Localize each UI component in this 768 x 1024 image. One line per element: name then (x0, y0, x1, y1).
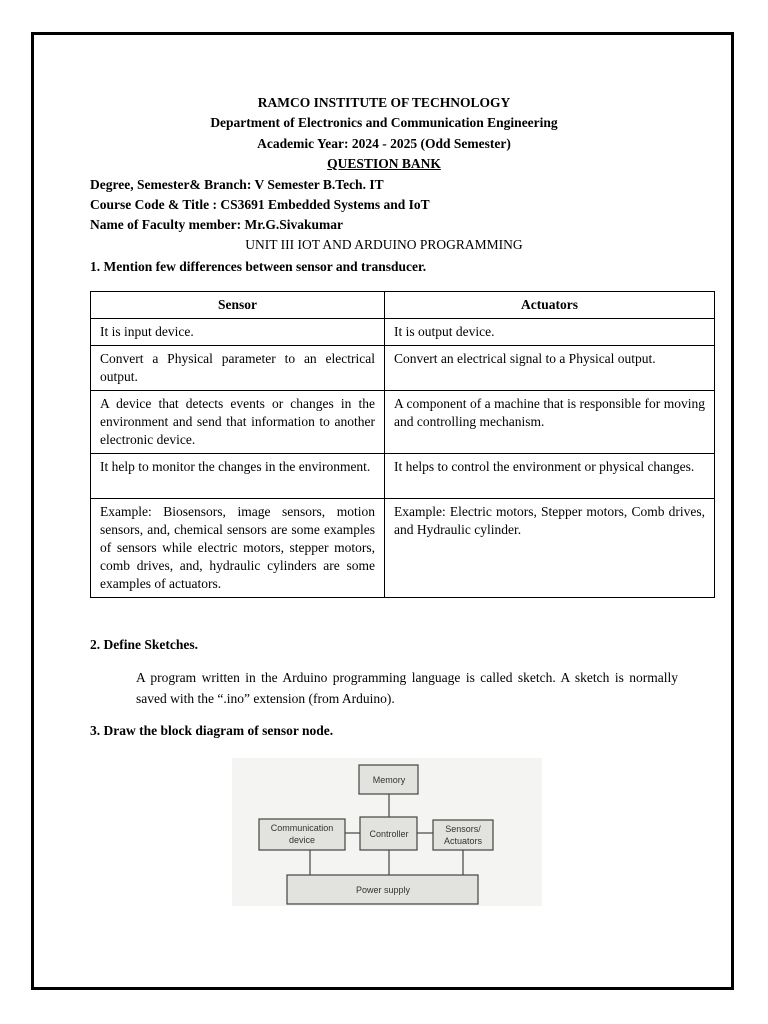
table-row (91, 454, 715, 499)
table-row (91, 346, 715, 391)
table-cell: Convert a Physical parameter to an electrical output. (91, 346, 385, 391)
table-cell: It is input device. (91, 319, 385, 346)
sensors-label-line1: Sensors/ (445, 824, 481, 834)
table-row (91, 319, 715, 346)
table-cell: Example: Biosensors, image sensors, motion sensors, and, chemical sensors are some examples of sensors while electric motors, stepper motors, comb drives, and, hydraulic cylinders are some examples of actuators. (91, 499, 385, 598)
course-line: Course Code & Title : CS3691 Embedded Systems and IoT (90, 197, 430, 212)
header-sensor: Sensor (91, 292, 385, 319)
sensor-node-diagram (232, 758, 542, 906)
header-actuators: Actuators (385, 292, 715, 319)
table-cell: It help to monitor the changes in the environment. (91, 454, 385, 499)
table-row (91, 499, 715, 598)
table-header-row (91, 292, 715, 319)
answer-2: A program written in the Arduino programming language is called sketch. A sketch is normally saved with the “.ino” extension (from Arduino). (136, 670, 678, 706)
question-3: 3. Draw the block diagram of sensor node. (90, 723, 334, 738)
table-cell: Example: Electric motors, Stepper motors, Comb drives, and Hydraulic cylinder. (385, 499, 715, 598)
academic-year: Academic Year: 2024 - 2025 (Odd Semester) (257, 136, 511, 151)
comm-label-line2: device (288, 835, 316, 845)
question-1: 1. Mention few differences between sensor and transducer. (90, 259, 427, 274)
question-2: 2. Define Sketches. (90, 637, 198, 652)
faculty-line: Name of Faculty member: Mr.G.Sivakumar (90, 217, 343, 232)
table-cell: Convert an electrical signal to a Physical output. (385, 346, 715, 391)
unit-title: UNIT III IOT AND ARDUINO PROGRAMMING (245, 237, 523, 252)
comm-label-line1: Communication (270, 823, 334, 833)
table-row (91, 391, 715, 454)
department-name: Department of Electronics and Communication Engineering (210, 115, 558, 130)
memory-label: Memory (372, 775, 406, 785)
controller-label: Controller (369, 829, 409, 839)
degree-line: Degree, Semester& Branch: V Semester B.Tech. IT (90, 177, 384, 192)
power-supply-label: Power supply (355, 885, 411, 895)
doc-title-text: QUESTION BANK (327, 156, 441, 171)
institute-name: RAMCO INSTITUTE OF TECHNOLOGY (257, 95, 511, 110)
table-cell: A component of a machine that is responsible for moving and controlling mechanism. (385, 391, 715, 454)
table-cell: It helps to control the environment or physical changes. (385, 454, 715, 499)
doc-title (0, 155, 768, 173)
comparison-table (90, 291, 715, 598)
table-cell: It is output device. (385, 319, 715, 346)
sensors-label-line2: Actuators (443, 836, 483, 846)
table-cell: A device that detects events or changes in the environment and send that information to another electronic device. (91, 391, 385, 454)
